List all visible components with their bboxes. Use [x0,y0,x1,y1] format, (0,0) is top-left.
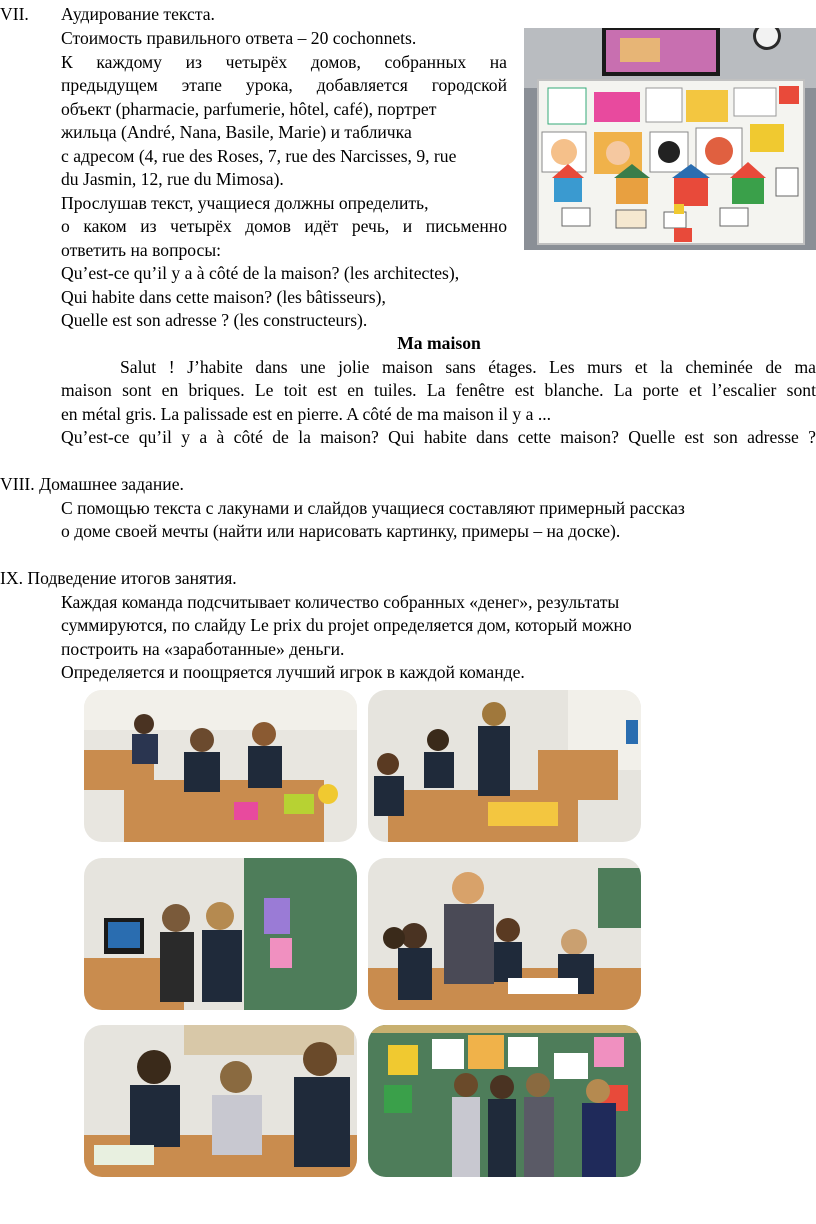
text-line: maison sont en briques. Le toit est en tuiles. La fenêtre est blanche. La porte et l’escalier sont [61,380,816,400]
paragraph-line: ответить на вопросы: [61,240,222,260]
paragraph-line: К каждому из четырёх домов, собранных на [61,52,507,72]
classroom-photo-5 [84,1025,357,1177]
paragraph-line: Каждая команда подсчитывает количество собранных «денег», результаты [61,592,620,612]
paragraph-line: Стоимость правильного ответа – 20 cochonnets. [61,28,417,48]
paragraph-line: Qui habite dans cette maison? (les bâtisseurs), [61,287,386,307]
text-line: en métal gris. La palissade est en pierre. A côté de ma maison il y a ... [61,404,552,424]
classroom-photo-6 [368,1025,641,1177]
text-title: Ma maison [397,333,481,353]
paragraph-line: С помощью текста с лакунами и слайдов учащиеся составляют примерный рассказ [61,498,685,518]
classroom-photo-1 [84,690,357,842]
text-line: Salut ! J’habite dans une jolie maison sans étages. Les murs et la cheminée de ma [120,357,816,377]
paragraph-line: суммируются, по слайду Le prix du projet определяется дом, который можно [61,615,632,635]
classroom-photo-2 [368,690,641,842]
paragraph-line: жильца (André, Nana, Basile, Marie) и табличка [61,122,412,142]
board-photo [524,28,816,250]
paragraph-line: построить на «заработанные» деньги. [61,639,345,659]
classroom-photo-4 [368,858,641,1010]
paragraph-line: Прослушав текст, учащиеся должны определить, [61,193,429,213]
section-heading: VIII. Домашнее задание. [0,474,184,494]
paragraph-line: du Jasmin, 12, rue du Mimosa). [61,169,284,189]
paragraph-line: предыдущем этапе урока, добавляется городской [61,75,507,95]
section-title: Аудирование текста. [61,4,215,24]
paragraph-line: о каком из четырёх домов идёт речь, и письменно [61,216,507,236]
paragraph-line: Quelle est son adresse ? (les constructeurs). [61,310,368,330]
paragraph-line: о доме своей мечты (найти или нарисовать картинку, примеры – на доске). [61,521,621,541]
section-heading: IX. Подведение итогов занятия. [0,568,237,588]
paragraph-line: объект (pharmacie, parfumerie, hôtel, café), портрет [61,99,437,119]
paragraph-line: Qu’est-ce qu’il y a à côté de la maison? (les architectes), [61,263,460,283]
paragraph-line: с адресом (4, rue des Roses, 7, rue des Narcisses, 9, rue [61,146,457,166]
paragraph-line: Определяется и поощряется лучший игрок в каждой команде. [61,662,525,682]
classroom-photo-3 [84,858,357,1010]
section-number: VII. [0,4,29,24]
text-line: Qu’est-ce qu’il y a à côté de la maison? Qui habite dans cette maison? Quelle est son adresse ? [61,427,816,447]
